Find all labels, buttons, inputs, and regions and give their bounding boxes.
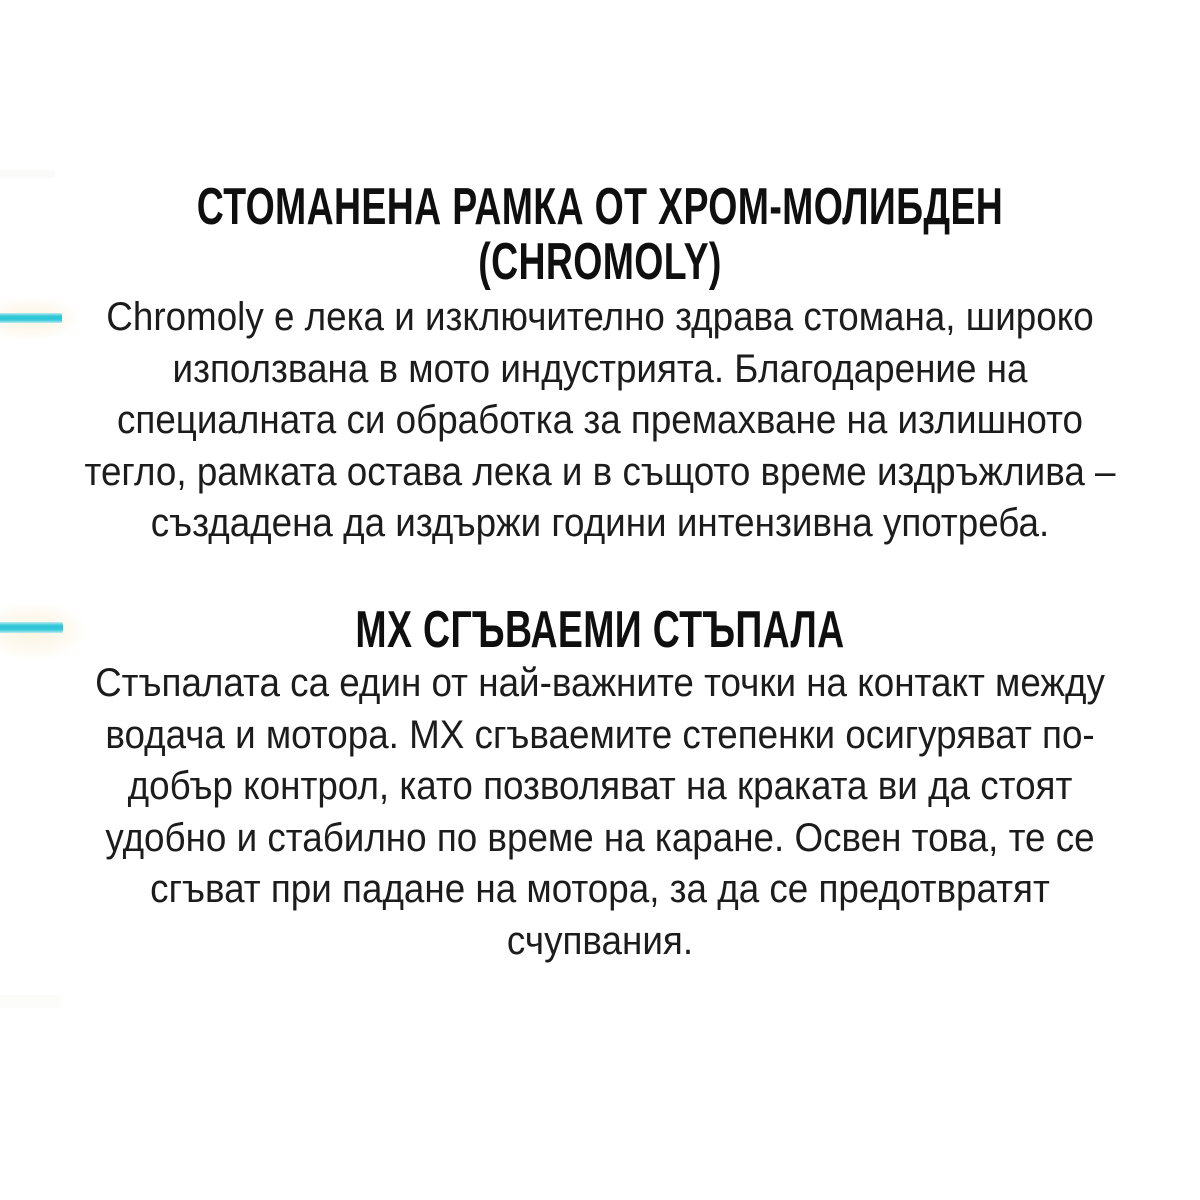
highlight-marker bbox=[0, 622, 63, 633]
body-line: създадена да издържи години интензивна употреба. bbox=[150, 501, 1050, 545]
heading-line: МХ СГЪВАЕМИ СТЪПАЛА bbox=[355, 601, 845, 659]
body-line: сгъват при падане на мотора, за да се предотвратят bbox=[150, 867, 1050, 911]
section-2-paragraph bbox=[48, 658, 1152, 967]
body-line: Стъпалата са един от най-важните точки на контакт между bbox=[95, 661, 1105, 705]
heading-line: СТОМАНЕНА РАМКА ОТ ХРОМ-МОЛИБДЕН bbox=[196, 178, 1004, 236]
section-1-paragraph bbox=[48, 292, 1152, 550]
body-line: специалната си обработка за премахване на излишното bbox=[117, 398, 1083, 442]
section-1-heading bbox=[168, 180, 1032, 290]
body-line: водача и мотора. МХ сгъваемите степенки осигуряват по- bbox=[105, 712, 1095, 757]
heading-line: (CHROMOLY) bbox=[478, 233, 722, 291]
body-line: счупвания. bbox=[506, 918, 694, 963]
body-line: удобно и стабилно по време на каране. Освен това, те се bbox=[105, 815, 1095, 860]
body-line: използвана в мото индустрията. Благодарение на bbox=[172, 346, 1028, 391]
body-line: Chromoly е лека и изключително здрава стомана, широко bbox=[106, 295, 1094, 339]
section-2-heading bbox=[168, 603, 1032, 658]
body-line: тегло, рамката остава лека и в същото време издръжлива – bbox=[84, 449, 1116, 494]
faint-highlight-stroke bbox=[0, 170, 55, 178]
body-line: добър контрол, като позволяват на краката ви да стоят bbox=[127, 764, 1073, 808]
faint-highlight-stroke bbox=[0, 995, 61, 1008]
